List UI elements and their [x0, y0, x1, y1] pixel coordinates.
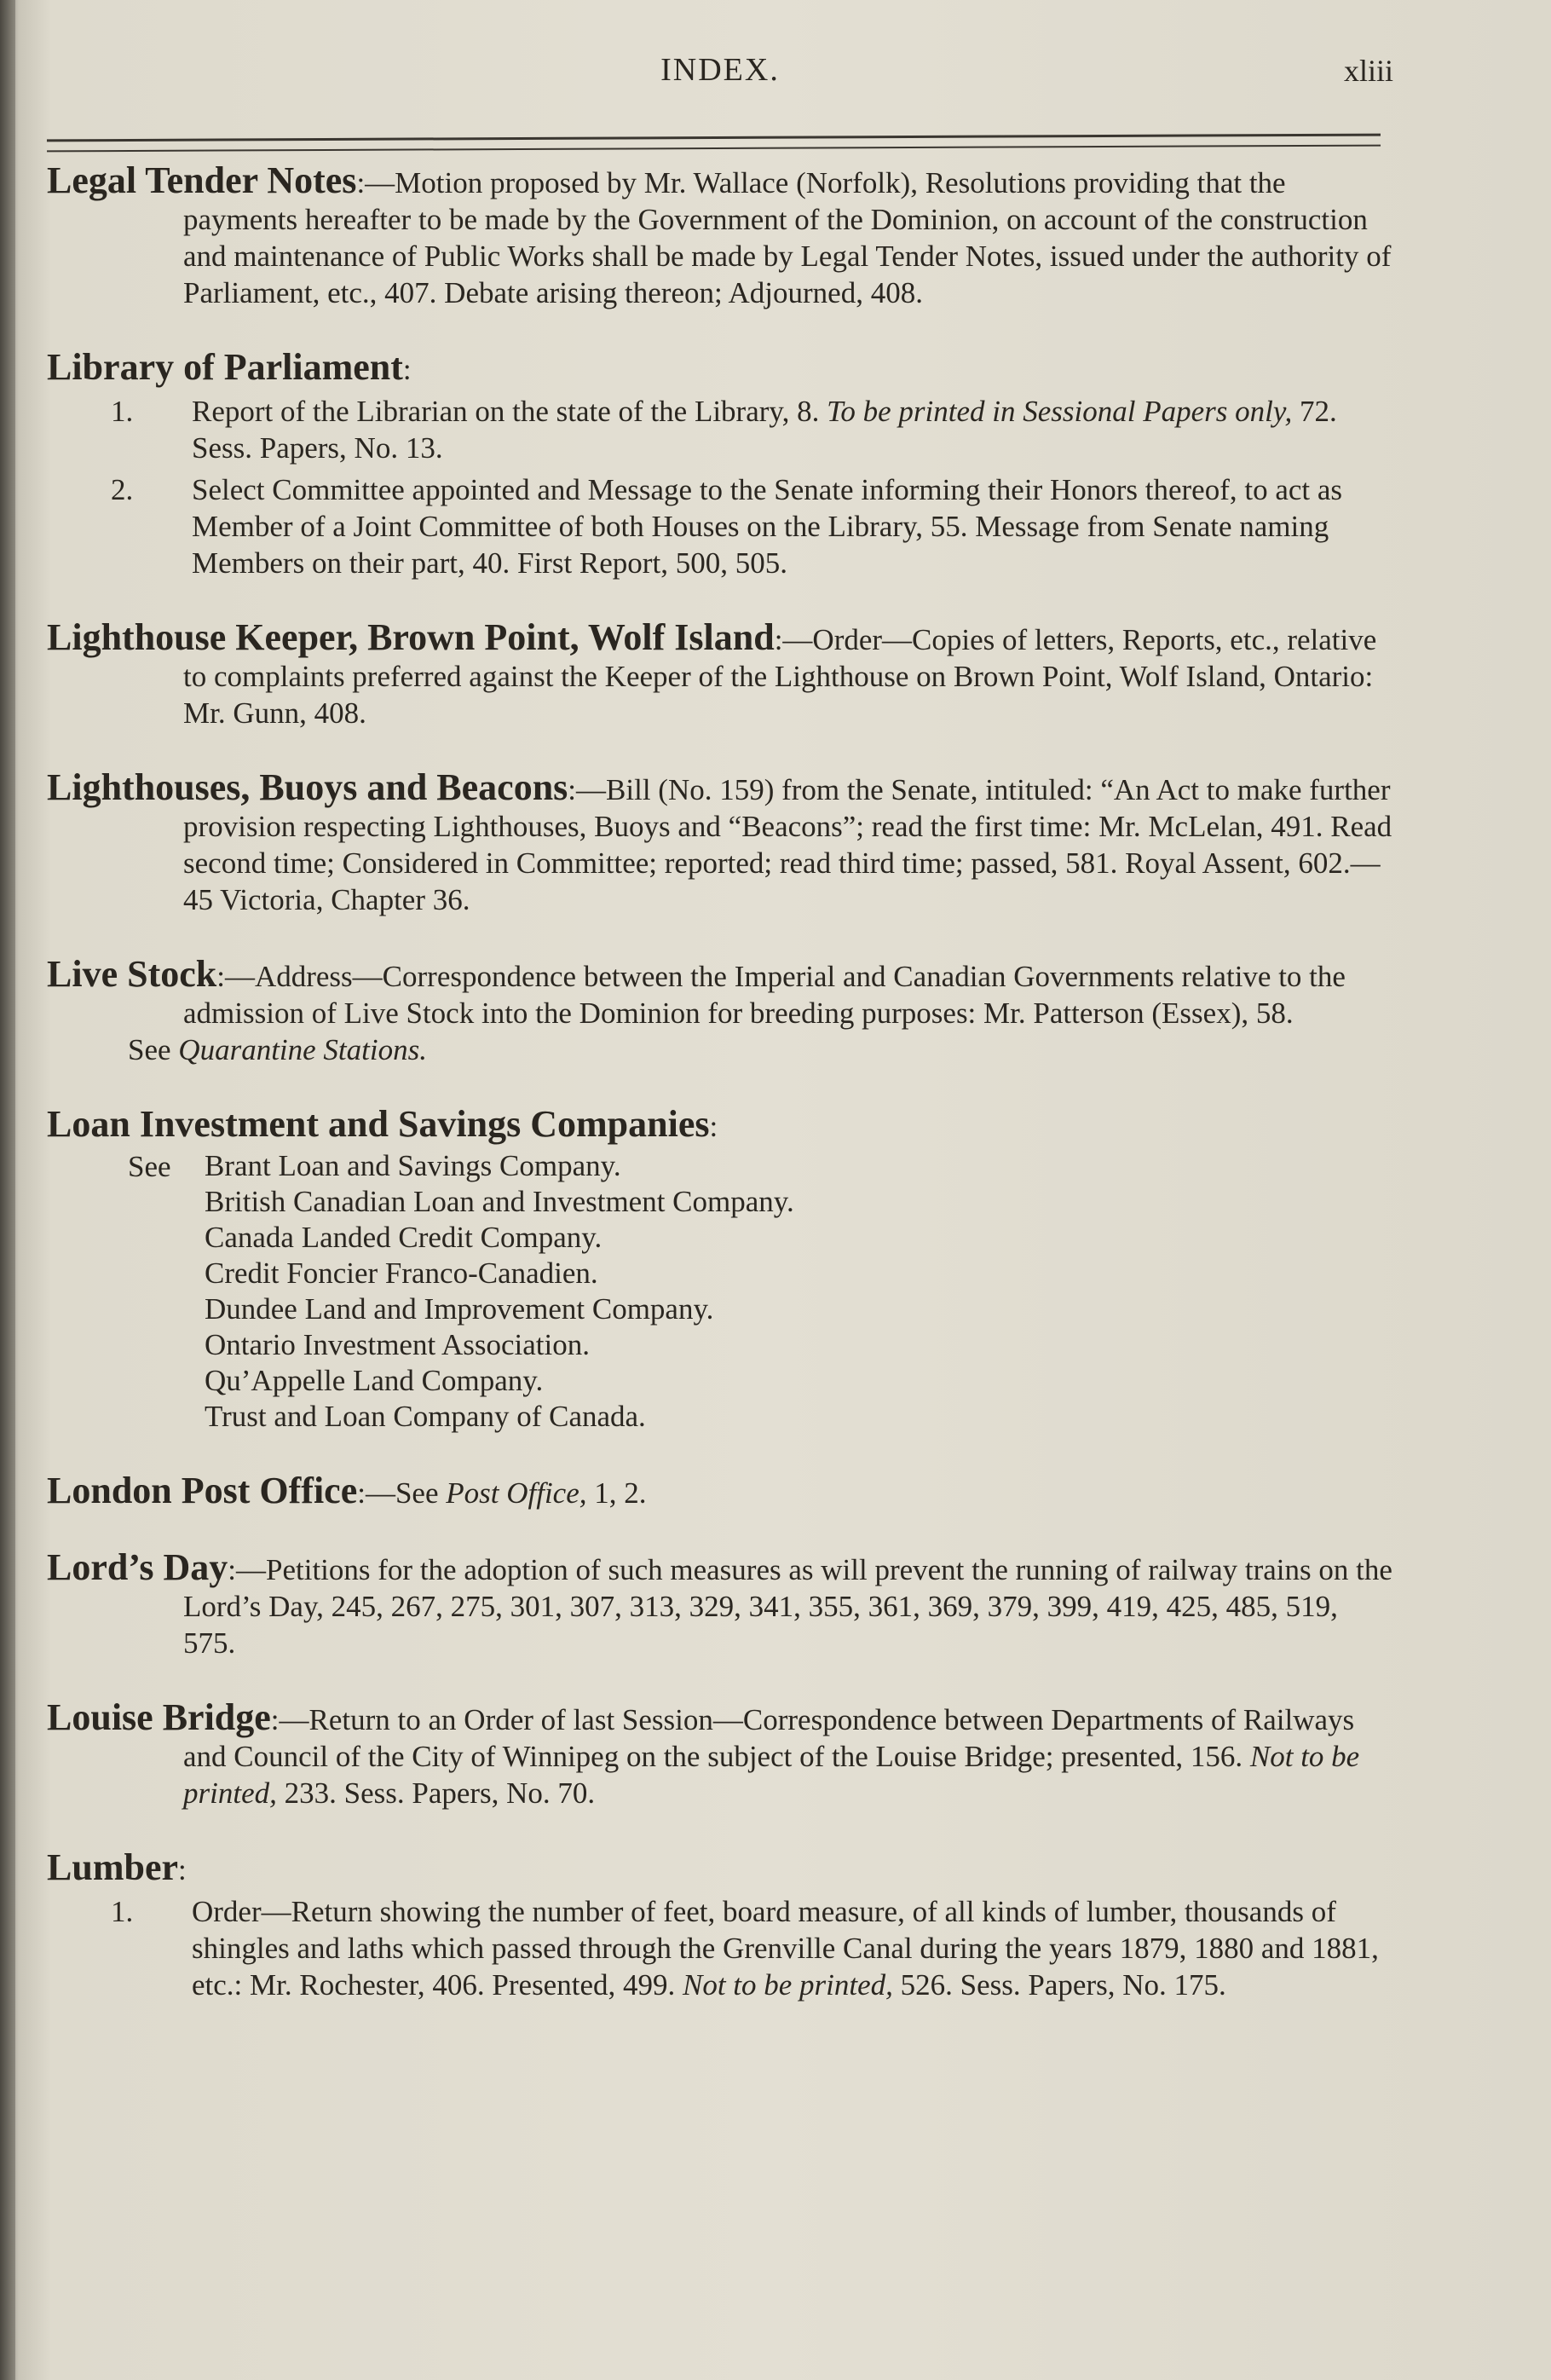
page-number: xliii — [1343, 54, 1393, 88]
entry-heading: Lord’s Day — [47, 1546, 228, 1588]
list-item: Brant Loan and Savings Company. — [205, 1149, 621, 1182]
item-text: Report of the Librarian on the state of the Library, 8. — [192, 395, 827, 428]
list-item: Canada Landed Credit Company. — [205, 1221, 603, 1254]
entry-suffix: : — [709, 1110, 718, 1143]
entry-heading: Louise Bridge — [47, 1696, 271, 1738]
item-text: Select Committee appointed and Message to the Senate informing their Honors thereof, to act as Member of a Joint Committee of both Houses on the Library, 55. Message from Senate naming Members on their part, 40. First Report, 500, 505. — [192, 473, 1343, 580]
entry-heading: Live Stock — [47, 953, 217, 995]
list-item — [47, 393, 1393, 466]
see-reference: Post Office, — [446, 1476, 587, 1510]
entry-italic-note: Not to be printed, — [183, 1740, 1360, 1810]
entry-legal-tender-notes — [47, 159, 1393, 311]
entry-text: :—See — [357, 1476, 447, 1510]
entry-heading: London Post Office — [47, 1470, 358, 1511]
entry-library-of-parliament — [47, 346, 1393, 581]
entry-lighthouse-keeper — [47, 616, 1393, 731]
list-item: Dundee Land and Improvement Company. — [205, 1292, 714, 1326]
entry-text: :—Petitions for the adoption of such measures as will prevent the running of railway trains on the Lord’s Day, 245, 267, 275, 301, 307, 313, 329, 341, 355, 361, 369, 379, 399, 419, 425, 485, 519, 575. — [183, 1553, 1392, 1660]
list-item: Ontario Investment Association. — [205, 1328, 591, 1361]
item-number: 1. — [111, 395, 134, 428]
entry-text-tail: 233. Sess. Papers, No. 70. — [276, 1776, 596, 1810]
entry-lords-day — [47, 1546, 1393, 1661]
see-label: See — [128, 1033, 179, 1066]
item-italic-note: Not to be printed, — [682, 1968, 893, 2002]
entry-london-post-office — [47, 1472, 1393, 1511]
entry-heading: Lighthouse Keeper, Brown Point, Wolf Island — [47, 616, 775, 658]
list-item: Credit Foncier Franco-Canadien. — [205, 1256, 598, 1290]
list-item: Qu’Appelle Land Company. — [205, 1364, 544, 1397]
entry-loan-investment-companies — [47, 1103, 1393, 1435]
entry-suffix: : — [178, 1853, 187, 1886]
entry-text: :—Bill (No. 159) from the Senate, intituled: “An Act to make further provision respecting Lighthouses, Buoys and “Beacons”; read the first time: Mr. McLelan, 491. Read second time; Considered in Committee; reported; read third time; passed, 581. Royal Assent, 602.—45 Victoria, Chapter 36. — [183, 773, 1392, 916]
entry-live-stock — [47, 953, 1393, 1068]
item-text: Order—Return showing the number of feet, board measure, of all kinds of lumber, thousands of shingles and laths which passed through the Grenville Canal during the years 1879, 1880 and 1881, etc.: Mr. Rochester, 406. Presented, 499. — [192, 1895, 1379, 2002]
list-item: Trust and Loan Company of Canada. — [205, 1400, 646, 1433]
entry-text: :—Return to an Order of last Session—Correspondence between Departments of Railways and Council of the City of Winnipeg on the subject of the Louise Bridge; presented, 156. — [183, 1703, 1355, 1773]
item-text-tail: 526. Sess. Papers, No. 175. — [892, 1968, 1226, 2002]
entry-lighthouses-buoys-beacons — [47, 766, 1393, 918]
list-item: British Canadian Loan and Investment Company. — [205, 1185, 794, 1218]
entry-heading: Legal Tender Notes — [47, 159, 357, 201]
entry-text: :—Motion proposed by Mr. Wallace (Norfolk), Resolutions providing that the payments hereafter to be made by the Government of the Dominion, on account of the construction and maintenance of Public Works shall be made by Legal Tender Notes, issued under the authority of Parliament, etc., 407. Debate arising thereon; Adjourned, 408. — [183, 166, 1392, 309]
entry-lumber — [47, 1846, 1393, 2003]
list-item — [47, 1893, 1393, 2003]
index-content — [47, 159, 1393, 2041]
entry-heading: Loan Investment and Savings Companies — [47, 1103, 710, 1145]
entry-louise-bridge — [47, 1696, 1393, 1811]
see-reference: Quarantine Stations. — [178, 1033, 427, 1066]
header-rule — [47, 134, 1381, 153]
book-spine-shadow — [0, 0, 15, 2380]
entry-text-tail: 1, 2. — [586, 1476, 647, 1510]
entry-heading: Lighthouses, Buoys and Beacons — [47, 766, 568, 808]
entry-suffix: : — [402, 353, 412, 386]
entry-heading: Library of Parliament — [47, 346, 403, 388]
item-number: 1. — [111, 1895, 134, 1928]
see-also — [47, 1031, 1393, 1068]
company-list — [47, 1148, 1393, 1435]
item-number: 2. — [111, 473, 134, 506]
item-italic-note: To be printed in Sessional Papers only, — [827, 395, 1293, 428]
entry-text: :—Order—Copies of letters, Reports, etc., relative to complaints preferred against the Keeper of the Lighthouse on Brown Point, Wolf Island, Ontario: Mr. Gunn, 408. — [183, 623, 1377, 730]
item-text-tail: 72. Sess. Papers, No. 13. — [192, 395, 1337, 465]
entry-text: :—Address—Correspondence between the Imperial and Canadian Governments relative to the admission of Live Stock into the Dominion for breeding purposes: Mr. Patterson (Essex), 58. — [183, 960, 1346, 1030]
page-title: INDEX. — [660, 52, 780, 88]
entry-heading: Lumber — [47, 1846, 178, 1888]
page-header — [47, 51, 1393, 102]
list-item — [47, 471, 1393, 581]
see-label: See — [128, 1150, 171, 1183]
